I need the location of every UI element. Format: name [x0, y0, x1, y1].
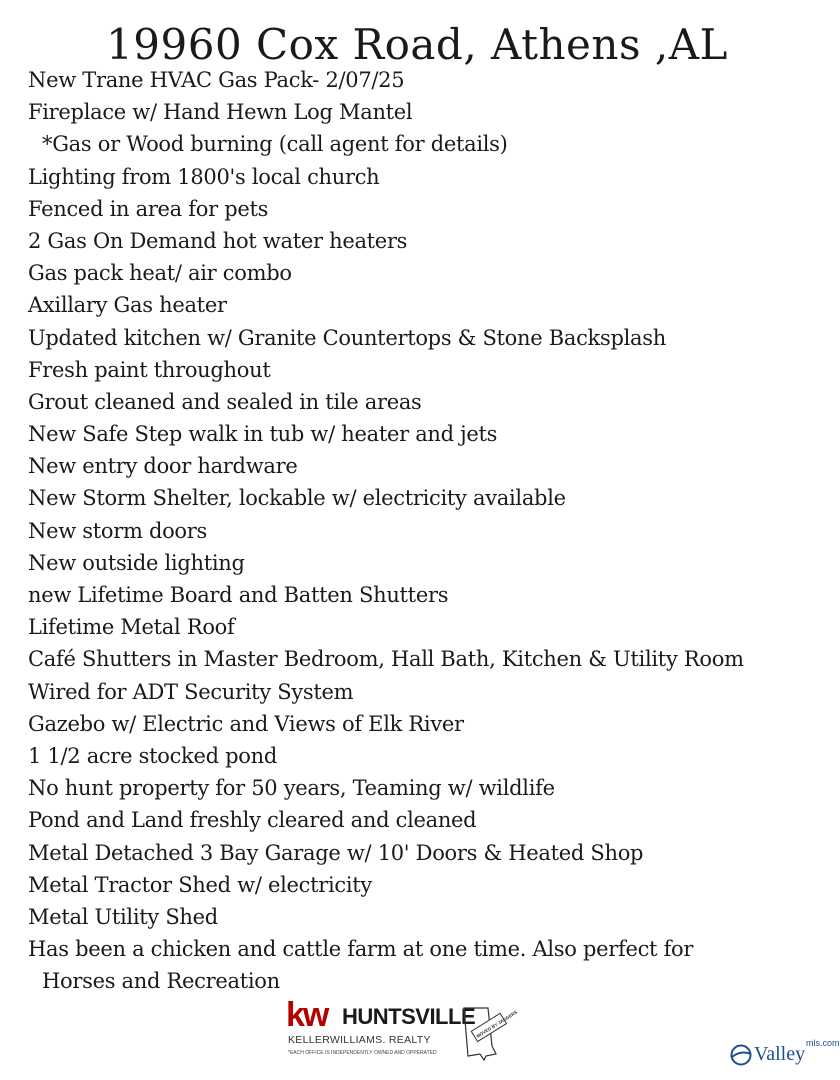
feature-item: Fenced in area for pets [28, 196, 269, 221]
feature-item: Café Shutters in Master Bedroom, Hall Bath, Kitchen & Utility Room [28, 647, 744, 672]
page-title: 19960 Cox Road, Athens ,AL [106, 20, 728, 69]
feature-item: Lifetime Metal Roof [28, 615, 235, 640]
feature-item: Pond and Land freshly cleared and cleaned [28, 808, 477, 833]
feature-item: 1 1/2 acre stocked pond [28, 743, 277, 768]
feature-item: new Lifetime Board and Batten Shutters [28, 583, 449, 607]
feature-item: Updated kitchen w/ Granite Countertops & Stone Backsplash [28, 325, 666, 350]
feature-item: Gazebo w/ Electric and Views of Elk River [28, 711, 464, 736]
feature-item: New outside lighting [28, 550, 245, 575]
feature-item: Wired for ADT Security System [28, 679, 354, 704]
feature-item: Gas pack heat/ air combo [28, 261, 292, 286]
feature-item: New entry door hardware [28, 454, 298, 479]
feature-item: No hunt property for 50 years, Teaming w/ wildlife [28, 776, 555, 801]
feature-item: Metal Utility Shed [28, 904, 218, 929]
valley-mls-logo [730, 1038, 840, 1074]
valley-name: Valley [754, 1043, 806, 1065]
feature-item: New Storm Shelter, lockable w/ electricity available [28, 486, 566, 511]
feature-item: Grout cleaned and sealed in tile areas [28, 389, 422, 414]
state-stamp-text: MOVED BY JAGGERS [475, 1009, 519, 1039]
feature-item: New Safe Step walk in tub w/ heater and jets [28, 422, 498, 447]
feature-item: 2 Gas On Demand hot water heaters [28, 228, 408, 253]
feature-item: Fireplace w/ Hand Hewn Log Mantel [28, 100, 413, 125]
kw-brand-name: KELLERWILLIAMS. REALTY [288, 1034, 431, 1046]
feature-item: Lighting from 1800's local church [28, 164, 380, 189]
valley-swoosh-icon [730, 1044, 752, 1066]
feature-item: *Gas or Wood burning (call agent for details) [42, 132, 508, 157]
valley-domain: mls.com [806, 1038, 840, 1048]
feature-item: New Trane HVAC Gas Pack- 2/07/25 [28, 68, 405, 92]
feature-item: Metal Tractor Shed w/ electricity [28, 872, 372, 897]
feature-item: New storm doors [28, 518, 207, 543]
feature-item: Fresh paint throughout [28, 357, 271, 382]
feature-item: Horses and Recreation [42, 969, 280, 994]
keller-williams-logo [286, 998, 536, 1060]
kw-mark: kw [286, 996, 328, 1034]
feature-item: Has been a chicken and cattle farm at one time. Also perfect for [28, 937, 694, 962]
kw-office-name: HUNTSVILLE [342, 1004, 476, 1029]
feature-item: Axillary Gas heater [28, 293, 227, 318]
feature-list [28, 64, 828, 997]
feature-item: Metal Detached 3 Bay Garage w/ 10' Doors & Heated Shop [28, 840, 644, 865]
kw-office-note: *EACH OFFICE IS INDEPENDENTLY OWNED AND OPPERATED [288, 1050, 437, 1056]
alabama-state-icon [458, 1006, 519, 1062]
